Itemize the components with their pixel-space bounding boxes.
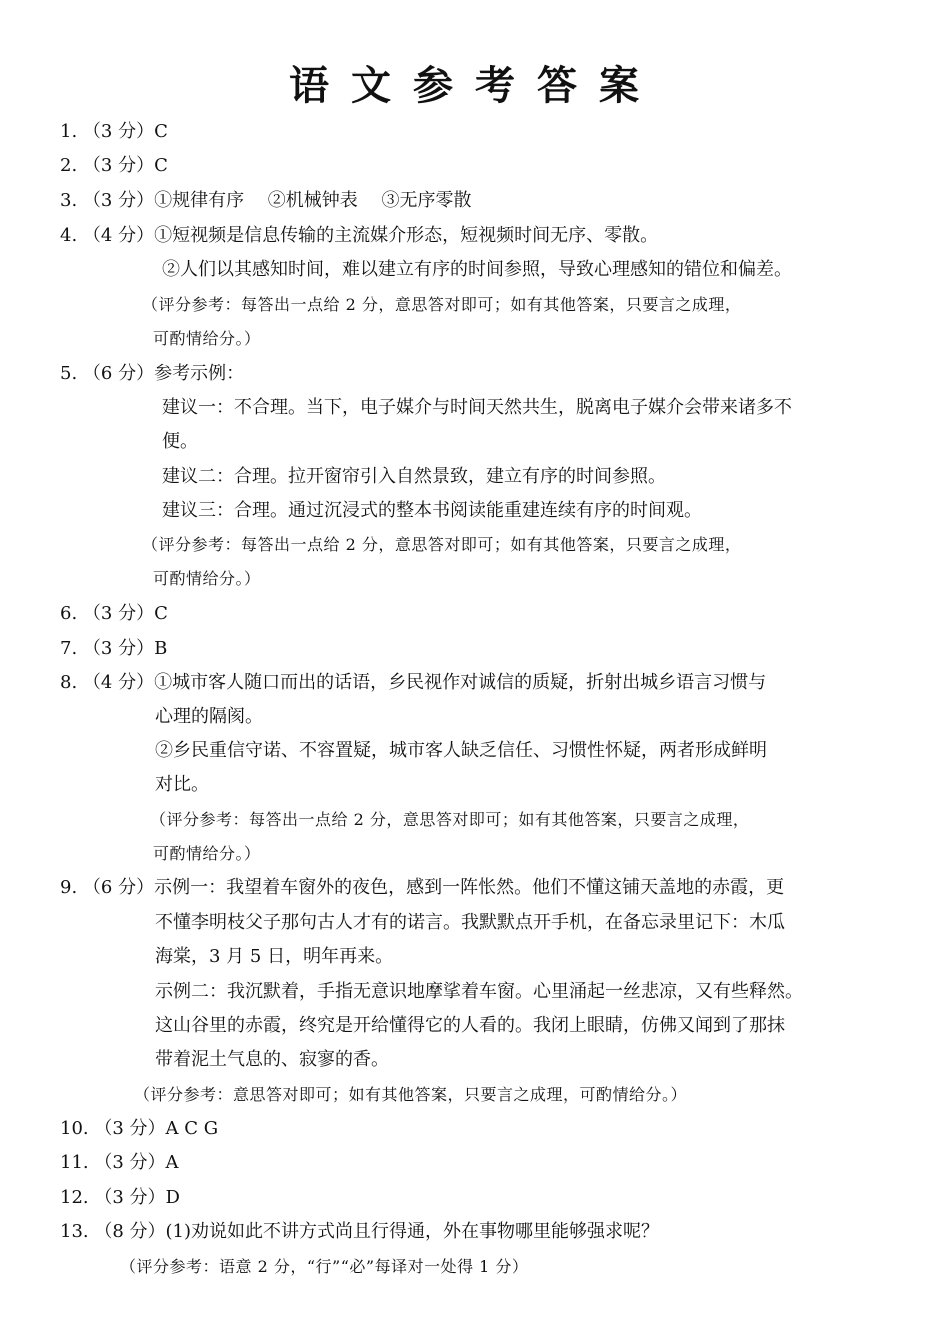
answer-1: 1. （3 分）C (60, 121, 168, 142)
scoring-note-cont: 可酌情给分。） (153, 844, 261, 863)
answer-2: 2. （3 分）C (60, 155, 168, 176)
answer-4-point-2: ②人们以其感知时间，难以建立有序的时间参照，导致心理感知的错位和偏差。 (162, 259, 792, 280)
scoring-note-cont: 可酌情给分。） (153, 569, 261, 588)
answer-9-example-2-line-3: 带着泥土气息的、寂寥的香。 (155, 1049, 389, 1070)
scoring-note: （评分参考：每答出一点给 2 分，意思答对即可；如有其他答案，只要言之成理， (150, 810, 750, 829)
scoring-note: （评分参考：意思答对即可；如有其他答案，只要言之成理，可酌情给分。） (134, 1085, 688, 1104)
answer-13: 13. （8 分）(1)劝说如此不讲方式尚且行得通，外在事物哪里能够强求呢？ (60, 1221, 660, 1242)
answer-9-line-3: 海棠，3 月 5 日，明年再来。 (155, 946, 394, 967)
scoring-note: （评分参考：每答出一点给 2 分，意思答对即可；如有其他答案，只要言之成理， (142, 295, 742, 314)
scoring-note: （评分参考：每答出一点给 2 分，意思答对即可；如有其他答案，只要言之成理， (142, 535, 742, 554)
answer-7: 7. （3 分）B (60, 638, 168, 659)
answer-9-example-2-line-2: 这山谷里的赤霞，终究是开给懂得它的人看的。我闭上眼睛，仿佛又闻到了那抹 (155, 1015, 785, 1036)
answer-8: 8. （4 分）①城市客人随口而出的话语，乡民视作对诚信的质疑，折射出城乡语言习惯与 (60, 672, 767, 693)
answer-9-example-2: 示例二：我沉默着，手指无意识地摩挲着车窗。心里涌起一丝悲凉，又有些释然。 (155, 981, 803, 1002)
answer-8-point-2-cont: 对比。 (155, 774, 209, 795)
answer-8-point-2: ②乡民重信守诺、不容置疑，城市客人缺乏信任、习惯性怀疑，两者形成鲜明 (155, 740, 767, 761)
answer-5-suggestion-3: 建议三：合理。通过沉浸式的整本书阅读能重建连续有序的时间观。 (162, 500, 702, 521)
scoring-note-cont: 可酌情给分。） (153, 329, 261, 348)
answer-9-line-2: 不懂李明枝父子那句古人才有的诺言。我默默点开手机，在备忘录里记下：木瓜 (155, 912, 785, 933)
answer-9: 9. （6 分）示例一：我望着车窗外的夜色，感到一阵怅然。他们不懂这铺天盖地的赤霞，更 (60, 877, 785, 898)
answer-4: 4. （4 分）①短视频是信息传输的主流媒介形态，短视频时间无序、零散。 (60, 225, 659, 246)
answer-11: 11. （3 分）A (60, 1152, 179, 1173)
answer-6: 6. （3 分）C (60, 603, 168, 624)
answer-12: 12. （3 分）D (60, 1187, 180, 1208)
page-title: 语文参考答案 (289, 62, 661, 109)
scoring-note: （评分参考：语意 2 分，“行”“必”每译对一处得 1 分） (120, 1257, 529, 1276)
answer-5-suggestion-2: 建议二：合理。拉开窗帘引入自然景致，建立有序的时间参照。 (162, 466, 666, 487)
answer-10: 10. （3 分）A C G (60, 1118, 219, 1139)
answer-8-cont: 心理的隔阂。 (155, 706, 263, 727)
answer-5: 5. （6 分）参考示例： (60, 363, 245, 384)
answer-3: 3. （3 分）①规律有序 ②机械钟表 ③无序零散 (60, 190, 472, 211)
answer-5-suggestion-1-cont: 便。 (162, 431, 198, 452)
answer-5-suggestion-1: 建议一：不合理。当下，电子媒介与时间天然共生，脱离电子媒介会带来诸多不 (162, 397, 792, 418)
